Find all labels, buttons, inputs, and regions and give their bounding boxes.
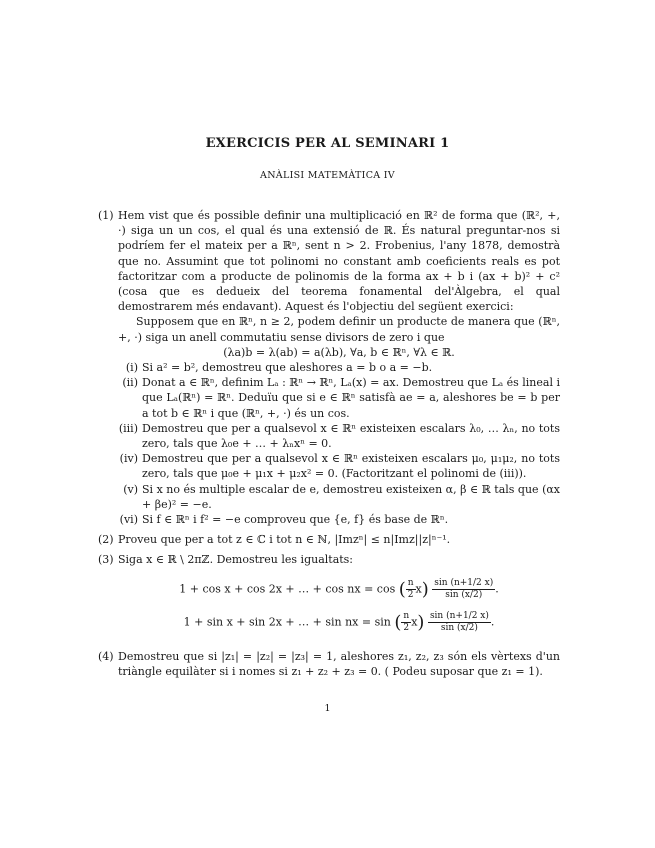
formula-lhs: 1 + sin x + sin 2x + … + sin nx = sin bbox=[183, 615, 391, 629]
exercise-3 bbox=[98, 552, 560, 633]
page-number: 1 bbox=[324, 703, 331, 714]
exercise-1-intro: Hem vist que és possible definir una multiplicació en ℝ² de forma que (ℝ², +, ·) siga un un cos, el qual és una extensió de ℝ. És natural preguntar-nos si podríem fer el mateix per a ℝⁿ, sent n > 2. Frobenius, l'any 1878, demostrà que no. Assumint que tot polinomi no constant amb coeficients reals es pot factoritzar com a producte de polinomis de la forma ax + b i (ax + b)² + c² (cosa que es dedueix del teorema fonamental del'Àlgebra, el qual demostrarem més endavant). Aquest és l'objectiu del següent exercici: bbox=[118, 209, 560, 314]
subitem-number: (vi) bbox=[119, 513, 138, 527]
formula-cos-sum: 1 + cos x + cos 2x + … + cos nx = cos ( $\frac{n}{2}$ x) $\frac{\sin (n+1/2 x)}{\sin (x/2)}$ . bbox=[179, 577, 499, 600]
exercise-4 bbox=[98, 649, 560, 679]
fraction-sin-ratio: $\frac{\sin (n+1/2 x)}{\sin (x/2)}$ bbox=[434, 577, 494, 600]
subitem-number: (i) bbox=[125, 361, 138, 375]
subitem-text: Donat a ∈ ℝⁿ, definim Lₐ : ℝⁿ → ℝⁿ, Lₐ(x) = ax. Demostreu que Lₐ és lineal i que Lₐ(ℝⁿ) = ℝⁿ. Deduïu que si e ∈ ℝⁿ satisfà ae = a, aleshores be = b per a tot b ∈ ℝⁿ i que (ℝⁿ, +, ·) és un cos. bbox=[142, 376, 560, 420]
exercise-number: (4) bbox=[98, 649, 114, 663]
exercise-1-identity: (λa)b = λ(ab) = a(λb), ∀a, b ∈ ℝⁿ, ∀λ ∈ ℝ. bbox=[223, 345, 455, 359]
exercise-3-text: Siga x ∈ ℝ \ 2πℤ. Demostreu les igualtats: bbox=[118, 553, 354, 567]
subitem-number: (v) bbox=[123, 482, 138, 496]
subitem-v bbox=[118, 482, 560, 512]
subitem-number: (iv) bbox=[119, 452, 138, 466]
subitem-iii bbox=[118, 421, 560, 451]
exercise-number: (1) bbox=[98, 209, 114, 222]
subitem-text: Si a² = b², demostreu que aleshores a = b o a = −b. bbox=[142, 361, 433, 375]
fraction-n-over-2: $\frac{n}{2}$ bbox=[407, 577, 414, 600]
exercise-1-suppose: Supposem que en ℝⁿ, n ≥ 2, podem definir un producte de manera que (ℝⁿ, +, ·) siga un anell commutatiu sense divisors de zero i que bbox=[118, 315, 560, 344]
exercise-list bbox=[98, 208, 560, 679]
subitem-number: (iii) bbox=[118, 421, 138, 435]
subitem-ii bbox=[118, 375, 560, 421]
fraction-sin-ratio: $\frac{\sin (n+1/2 x)}{\sin (x/2)}$ bbox=[429, 610, 489, 633]
subitem-vi bbox=[118, 512, 560, 527]
subitem-i bbox=[118, 360, 560, 375]
exercise-4-text: Demostreu que si |z₁| = |z₂| = |z₃| = 1, aleshores z₁, z₂, z₃ són els vèrtexs d'un triàngle equilàter si i nomes si z₁ + z₂ + z₃ = 0. ( Podeu suposar que z₁ = 1). bbox=[118, 649, 560, 678]
subitem-text: Demostreu que per a qualsevol x ∈ ℝⁿ existeixen escalars μ₀, μ₁μ₂, no tots zero, tals que μ₀e + μ₁x + μ₂x² = 0. (Factoritzant el polinomi de (iii)). bbox=[142, 452, 560, 481]
exercise-number: (3) bbox=[98, 553, 114, 567]
formula-lhs: 1 + cos x + cos 2x + … + cos nx = cos bbox=[179, 582, 396, 596]
formula-sin-sum: 1 + sin x + sin 2x + … + sin nx = sin ( $\frac{n}{2}$ x) $\frac{\sin (n+1/2 x)}{\sin (x/2)}$ . bbox=[183, 610, 495, 633]
fraction-n-over-2: $\frac{n}{2}$ bbox=[403, 610, 410, 633]
exercise-2 bbox=[98, 532, 560, 547]
page-title: EXERCICIS PER AL SEMINARI 1 bbox=[205, 136, 450, 151]
subitem-text: Si f ∈ ℝⁿ i f² = −e comproveu que {e, f} és base de ℝⁿ. bbox=[142, 513, 449, 527]
page-subtitle: ANÀLISI MATEMÀTICA IV bbox=[260, 170, 395, 181]
subitem-text: Si x no és multiple escalar de e, demostreu existeixen α, β ∈ ℝ tals que (αx + βe)² = −e. bbox=[142, 482, 560, 511]
exercise-number: (2) bbox=[98, 533, 114, 547]
subitem-text: Demostreu que per a qualsevol x ∈ ℝⁿ existeixen escalars λ₀, … λₙ, no tots zero, tals que λ₀e + … + λₙxⁿ = 0. bbox=[142, 421, 560, 451]
subitem-number: (ii) bbox=[122, 376, 138, 390]
exercise-2-text: Proveu que per a tot z ∈ ℂ i tot n ∈ ℕ, |Imzⁿ| ≤ n|Imz||z|ⁿ⁻¹. bbox=[118, 533, 451, 547]
subitem-iv bbox=[118, 451, 560, 481]
exercise-1 bbox=[98, 208, 560, 527]
